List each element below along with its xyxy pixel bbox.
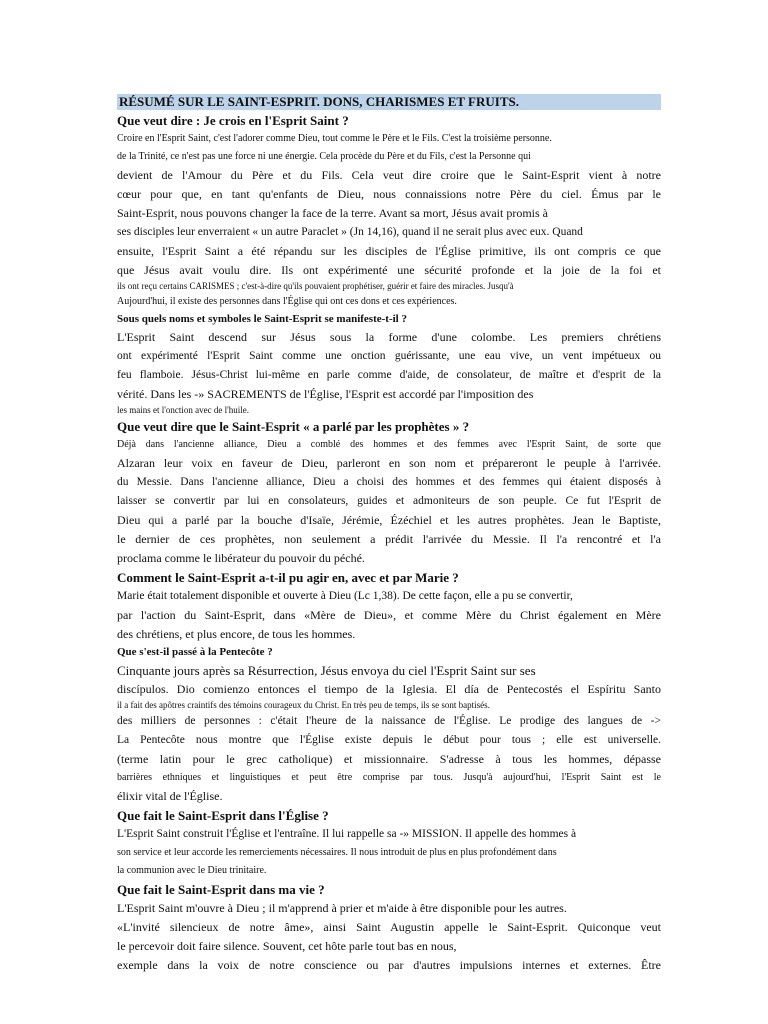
text-line: ses disciples leur enverraient « un autre Paraclet » (Jn 14,16), quand il ne serait plus avec eux. Quand xyxy=(117,226,583,238)
text-line: son service et leur accorde les remerciements nécessaires. Il nous introduit de plus en plus profondément dans xyxy=(117,847,557,858)
text-line: le dernier de ces prophètes, non seulement a prédit l'arrivée du Messie. Il l'a rencontré et l'a xyxy=(117,532,661,546)
text-line: Aujourd'hui, il existe des personnes dans l'Église qui ont ces dons et ces expériences. xyxy=(117,296,457,307)
text-line: Marie était totalement disponible et ouverte à Dieu (Lc 1,38). De cette façon, elle a pu se convertir, xyxy=(117,590,573,602)
text-line: Saint-Esprit, nous pouvons changer la face de la terre. Avant sa mort, Jésus avait promis à xyxy=(117,206,548,220)
text-line: il a fait des apôtres craintifs des témoins courageux du Christ. En très peu de temps, ils se sont baptisés. xyxy=(117,700,490,710)
section-heading-mary: Comment le Saint-Esprit a-t-il pu agir en, avec et par Marie ? xyxy=(117,570,459,585)
text-line: du Messie. Dans l'ancienne alliance, Dieu a choisi des hommes et des femmes qui étaient disposés à xyxy=(117,476,661,488)
text-line: «L'invité silencieux de notre âme», ainsi Saint Augustin appelle le Saint-Esprit. Quiconque veut xyxy=(117,920,661,934)
text-line: L'Esprit Saint construit l'Église et l'entraîne. Il lui rappelle sa -» MISSION. Il appelle des hommes à xyxy=(117,828,577,840)
text-line: ensuite, l'Esprit Saint a été répandu sur les disciples de l'Église primitive, ils ont compris ce que xyxy=(117,244,661,258)
section-heading-prophets: Que veut dire que le Saint-Esprit « a parlé par les prophètes » ? xyxy=(117,419,470,434)
text-line: feu flamboie. Jésus-Christ lui-même en parle comme d'aide, de consolateur, de maître et d'esprit de la xyxy=(117,369,661,381)
text-line: exemple dans la voix de notre conscience ou par d'autres impulsions internes et externes. Être xyxy=(117,958,661,972)
text-line: ont expérimenté l'Esprit Saint comme une onction guérissante, une eau vive, un vent impétueux ou xyxy=(117,350,661,362)
text-line: barrières ethniques et linguistiques et peut être comprise par tous. Jusqu'à aujourd'hui, l'Esprit Saint est le xyxy=(117,772,661,783)
text-line: La Pentecôte nous montre que l'Église existe depuis le début pour tous ; elle est universelle. xyxy=(117,734,661,746)
text-line: les mains et l'onction avec de l'huile. xyxy=(117,405,249,415)
text-line: Cinquante jours après sa Résurrection, Jésus envoya du ciel l'Esprit Saint sur ses xyxy=(117,663,536,678)
text-line: Déjà dans l'ancienne alliance, Dieu a comblé des hommes et des femmes avec l'Esprit Saint, de sorte que xyxy=(117,439,661,450)
text-line: Croire en l'Esprit Saint, c'est l'adorer comme Dieu, tout comme le Père et le Fils. C'est la troisième personne. xyxy=(117,133,552,144)
text-line: proclama comme le libérateur du pouvoir du péché. xyxy=(117,551,365,565)
text-line: des milliers de personnes : c'était l'heure de la naissance de l'Église. Le prodige des langues de -> xyxy=(117,715,661,727)
text-line: des chrétiens, et plus encore, de tous les hommes. xyxy=(117,627,356,641)
section-heading-my-life: Que fait le Saint-Esprit dans ma vie ? xyxy=(117,882,325,897)
text-line: devient de l'Amour du Père et du Fils. Cela veut dire croire que le Saint-Esprit vient à notre xyxy=(117,168,661,182)
text-line: cœur pour que, en tant qu'enfants de Dieu, nous connaissions notre Père du ciel. Émus par le xyxy=(117,187,661,201)
text-line: Dieu qui a parlé par la bouche d'Isaïe, Jérémie, Ézéchiel et les autres prophètes. Jean le Baptiste, xyxy=(117,513,661,527)
text-line: laisser se convertir par lui en consolateurs, guides et admoniteurs de son peuple. Ce fut l'Esprit de xyxy=(117,495,661,507)
text-line: L'Esprit Saint m'ouvre à Dieu ; il m'apprend à prier et m'aide à être disponible pour les autres. xyxy=(117,901,567,915)
text-line: la communion avec le Dieu trinitaire. xyxy=(117,865,267,876)
text-line: (terme latin pour le grec catholique) et missionnaire. S'adresse à tous les hommes, dépasse xyxy=(117,752,661,766)
section-heading-church: Que fait le Saint-Esprit dans l'Église ? xyxy=(117,808,329,823)
text-line: par l'action du Saint-Esprit, dans «Mère de Dieu», et comme Mère du Christ également en Mère xyxy=(117,608,661,622)
text-line: Alzaran leur voix en faveur de Dieu, parleront en son nom et prépareront le peuple à l'arrivée. xyxy=(117,456,661,470)
section-heading-symbols: Sous quels noms et symboles le Saint-Esprit se manifeste-t-il ? xyxy=(117,313,407,325)
section-heading-pentecost: Que s'est-il passé à la Pentecôte ? xyxy=(117,646,273,658)
text-line: que Jésus avait voulu dire. Ils ont expérimenté une sécurité profonde et la joie de la foi et xyxy=(117,263,661,277)
section-heading-credo: Que veut dire : Je crois en l'Esprit Saint ? xyxy=(117,113,349,128)
text-line: L'Esprit Saint descend sur Jésus sous la forme d'une colombe. Les premiers chrétiens xyxy=(117,330,661,344)
text-line: ils ont reçu certains CARISMES ; c'est-à-dire qu'ils pouvaient prophétiser, guérir et faire des miracles. Jusqu'à xyxy=(117,281,514,291)
text-line: vérité. Dans les -» SACREMENTS de l'Église, l'Esprit est accordé par l'imposition des xyxy=(117,387,534,401)
text-line: de la Trinité, ce n'est pas une force ni une énergie. Cela procède du Père et du Fils, c'est la Personne qui xyxy=(117,151,531,162)
text-line: élixir vital de l'Église. xyxy=(117,789,223,803)
document-title: RÉSUMÉ SUR LE SAINT-ESPRIT. DONS, CHARISMES ET FRUITS. xyxy=(117,94,661,110)
text-line: discípulos. Dio comienzo entonces el tiempo de la Iglesia. El día de Pentecostés el Espíritu Santo xyxy=(117,682,661,696)
document-body xyxy=(117,94,661,975)
text-line: le percevoir doit faire silence. Souvent, cet hôte parle tout bas en nous, xyxy=(117,939,457,953)
